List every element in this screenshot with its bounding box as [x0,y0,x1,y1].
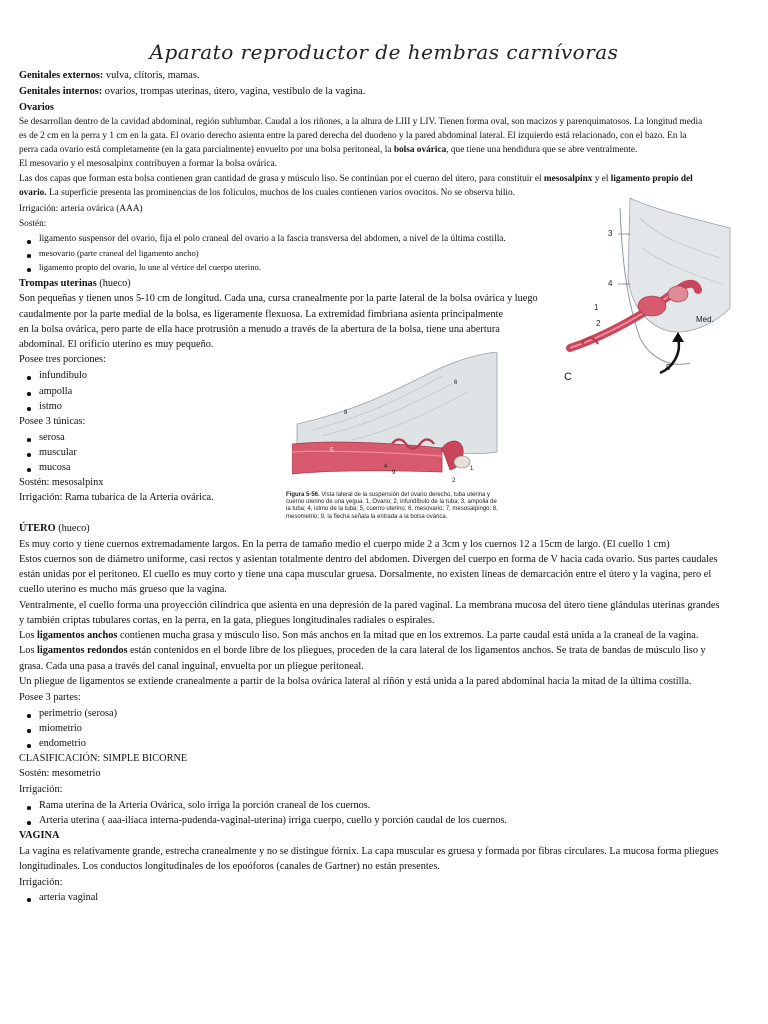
porcion-item: ampolla [39,386,73,397]
fig-label: 2 [452,478,456,484]
utero-redondos [19,645,706,656]
utero-irrigacion: Irrigación: [19,784,63,795]
parte-item: perimetrio (serosa) [39,708,118,719]
utero-heading-note: (hueco) [55,523,90,534]
ovarios-p4: El mesovario y el mesosalpinx contribuyen a formar la bolsa ovárica. [19,159,277,169]
ligamentos-redondos-term: ligamentos redondos [37,645,128,656]
utero-heading: ÚTERO [19,523,56,534]
utero-line: cuello uterino es mucho más grueso que la vagina. [19,584,227,595]
ovarios-sosten-item: ligamento propio del ovario, lo une al vértice del cuerpo uterino. [39,262,261,272]
genitales-internos-text: ovarios, trompas uterinas, útero, vagina, vestíbulo de la vagina. [102,86,366,97]
trompas-p3: en la bolsa ovárica, pero parte de ella hace protrusión a menudo a través de la abertura de la bolsa, tiene una abertura [19,324,500,335]
fig-c-label: 3 [608,229,613,238]
trompas-heading-line [19,278,131,289]
ovarios-sosten-item: mesovario (parte craneal del ligamento ancho) [39,248,199,258]
fig-label: 5 [330,448,334,454]
figure-c [560,198,740,388]
ligamento-propio-term: ligamento propio del [610,174,693,184]
ovarios-irrigacion: Irrigación: arteria ovárica (AAA) [19,204,143,214]
ovarios-p3c: , que tiene una hendidura que se abre ventralmente. [446,145,638,155]
ovarios-heading: Ovarios [19,102,54,113]
ligamentos-anchos-term: ligamentos anchos [37,630,118,641]
fig-c-label: 2 [596,319,601,328]
trompas-sosten: Sostén: mesosalpinx [19,477,104,488]
utero-anchos [19,630,698,641]
ovarios-p5c: y el [592,174,611,184]
figure-caption-title: Figura 5-56. [286,492,320,498]
porcion-item: istmo [39,401,62,412]
ovarios-p2: es de 2 cm en la perra y 1 cm en la gata. El ovario derecho asienta entre la pared derecha del duodeno y la pared abdominal lateral. El izquierdo está relacionado, con el bazo. En la [19,131,687,141]
fig-label: 8 [344,410,348,416]
utero-clasificacion: CLASIFICACIÓN: SIMPLE BICORNE [19,753,188,764]
tunica-item: mucosa [39,462,71,473]
genitales-externos-label: Genitales externos: [19,70,104,81]
vagina-irrigacion: Irrigación: [19,877,63,888]
figure-caption [286,492,502,521]
genitales-internos [19,86,365,97]
trompas-irrigacion: Irrigación: Rama tubarica de la Arteria ovárica. [19,492,214,503]
fig-c-label: 5 [666,363,671,372]
genitales-internos-label: Genitales internos: [19,86,103,97]
fig-label: 6 [454,380,458,386]
ovario-term: ovario. [19,188,47,198]
ovarios-p5 [19,174,693,184]
trompas-p2: caudalmente por la parte medial de la bolsa, es ligeramente flexuosa. La extremidad fimbriana asienta principalmente [19,309,504,320]
page-title: Aparato reproductor de hembras carnívoras [149,40,619,64]
fig-c-label: 4 [608,279,613,288]
utero-anchos-a: Los [19,630,38,641]
utero-anchos-c: contienen mucha grasa y músculo liso. Son más anchos en la mitad que en los extremos. La parte caudal está unida a la craneal de la vagina. [117,630,699,641]
fig-c-label: Med. [696,315,714,324]
utero-redondos-a: Los [19,645,38,656]
utero-line: Es muy corto y tiene cuernos extremadamente largos. En la perra de tamaño medio el cuerpo mide 2 a 3cm y los cuernos 12 a 15cm de largo. (El cuello 1 cm) [19,539,670,550]
porcion-item: infundíbulo [39,370,88,381]
utero-irrigacion-item: Arteria uterina ( aaa-ilíaca interna-pudenda-vaginal-uterina) irriga cuerpo, cuello y porción caudal de los cuernos. [39,815,508,826]
vagina-irrigacion-item: arteria vaginal [39,892,99,903]
trompas-heading-note: (hueco) [96,278,131,289]
parte-item: endometrio [39,738,86,749]
utero-line: y también criptas tubulares cortas, en la perra, en la gata, pliegues longitudinales radiales o espirales. [19,615,435,626]
fig-label: 9 [392,470,396,476]
fig-label: 4 [384,464,388,470]
figure-caption-text: Vista lateral de la suspensión del ovario derecho, tuba uterina y cuerno uterino de una yegua. 1, Ovario; 2, infundíbulo de la tuba; 3, ampolla de la tuba; 4, istmo de la tuba; 5, cuerno uterino; 6, mesovario; 7, mesosalpingo; 8, mesometrio; 9, la flecha señala la entrada a la bolsa ovárica. [286,492,498,520]
trompas-tunicas-label: Posee 3 túnicas: [19,416,86,427]
ovarios-sosten: Sostén: [19,219,47,229]
vagina-heading: VAGINA [19,830,60,841]
utero-sosten: Sostén: mesometrio [19,768,101,779]
fig-c-label: C [564,371,572,383]
mesosalpinx-term: mesosalpinx [543,174,593,184]
utero-redondos-c: están contenidos en el borde libre de los pliegues, proceden de la cara lateral de los ligamentos anchos. Se trata de bandas de músculo liso y [127,645,706,656]
figure-5-56 [292,352,502,487]
fig-c-label: 1 [594,303,599,312]
utero-pliegue: Un pliegue de ligamentos se extiende cranealmente a partir de la bolsa ovárica lateral al riñón y está unida a la pared abdominal hacia la mitad de la última costilla. [19,676,692,687]
ovarios-p6b: La superficie presenta las prominencias de los folículos, muchos de los cuales contienen varios ovocitos. No se observa hilio. [46,188,515,198]
utero-line: Estos cuernos son de diámetro uniforme, casi rectos y asientan totalmente dentro del abdomen. Divergen del cuerpo en forma de V hacia cada ovario. Sus partes caudales [19,554,718,565]
ovarios-p3a: perra cada ovario está completamente (en la gata parcialmente) envuelto por una bolsa peritoneal, la [19,145,394,155]
utero-line: están unidas por el peritoneo. El cuello es muy corto y tiene una capa muscular gruesa. Dorsalmente, no existen líneas de demarcación entre el útero y la vagina, pero el [19,569,712,580]
fig-label: 1 [470,466,474,472]
utero-redondos-d: grasa. Cada una pasa a través del canal inguinal, envuelta por un pliegue peritoneal. [19,661,364,672]
ovarios-p1: Se desarrollan dentro de la cavidad abdominal, región sublumbar. Caudal a los riñones, a la altura de LIII y LIV. Tienen forma oval, son macizos y parenquimatosos. La longitud media [19,117,703,127]
ovarios-p3 [19,145,637,155]
utero-partes-label: Posee 3 partes: [19,692,81,703]
genitales-externos-text: vulva, clítoris, mamas. [103,70,200,81]
trompas-heading: Trompas uterinas [19,278,97,289]
ovarios-sosten-item: ligamento suspensor del ovario, fija el polo craneal del ovario a la fascia transversa del abdomen, a nivel de la última costilla. [39,234,506,244]
tunica-item: serosa [39,432,65,443]
genitales-externos [19,70,199,81]
bolsa-ovarica-term: bolsa ovárica [393,145,447,155]
tunica-item: muscular [39,447,77,458]
utero-line: Ventralmente, el cuello forma una proyección cilíndrica que asienta en una depresión de la pared vaginal. La membrana mucosa del útero tiene glándulas uterinas grandes [19,600,720,611]
ovarios-p6 [19,188,515,198]
vagina-p1: La vagina es relativamente grande, estrecha cranealmente y no se distingue fórnix. La capa muscular es gruesa y formada por fibras circulares. La mucosa forma pliegues [19,846,719,857]
ovarios-p5a: Las dos capas que forman esta bolsa contienen gran cantidad de grasa y músculo liso. Se continúan por el cuerno del útero, para constituir el [19,174,544,184]
vagina-p2: longitudinales. Los conductos longitudinales de los epoóforos (canales de Gartner) no están presentes. [19,861,440,872]
parte-item: miometrio [39,723,82,734]
utero-heading-line [19,523,90,534]
trompas-p4: abdominal. El orificio uterino es muy pequeño. [19,339,214,350]
trompas-p1: Son pequeñas y tienen unos 5-10 cm de longitud. Cada una, cursa cranealmente por la parte lateral de la bolsa ovárica y luego [19,293,538,304]
utero-irrigacion-item: Rama uterina de la Arteria Ovárica, solo irriga la porción craneal de los cuernos. [39,800,371,811]
trompas-porciones-label: Posee tres porciones: [19,354,106,365]
